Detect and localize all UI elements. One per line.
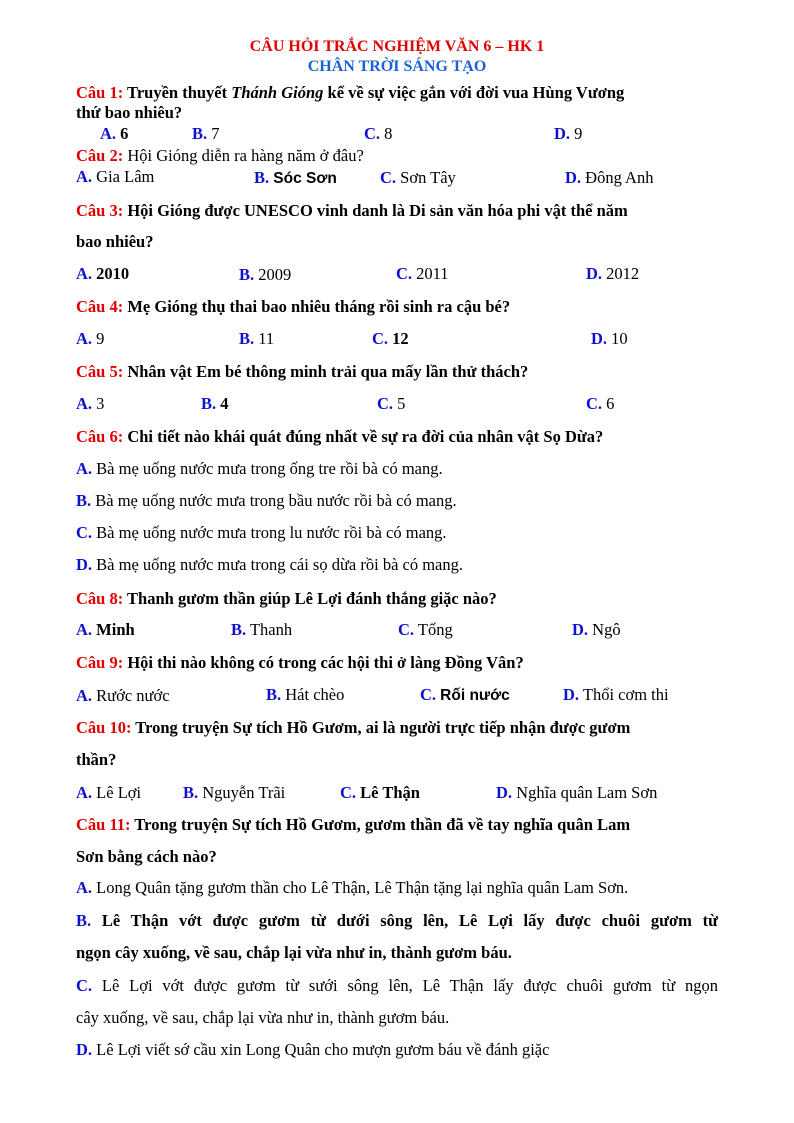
q11-option-c[interactable]: C. Lê Lợi vớt được gươm từ sưới sông lên, Lê Thận lấy được chuôi gươm từ ngọn (76, 976, 718, 995)
q4-option-b[interactable]: B. 11 (239, 329, 275, 348)
question-number: Câu 10: (76, 718, 132, 737)
q4-option-a[interactable]: A. 9 (76, 329, 105, 348)
question-11-line2: Sơn bằng cách nào? (76, 847, 217, 866)
q2-option-c[interactable]: C. Sơn Tây (380, 168, 456, 187)
q3-option-b[interactable]: B. 2009 (239, 265, 292, 284)
question-text: Mẹ Gióng thụ thai bao nhiêu tháng rồi sinh ra cậu bé? (127, 297, 511, 316)
q5-option-d[interactable]: C. 6 (586, 394, 615, 413)
q9-option-d[interactable]: D. Thổi cơm thi (563, 685, 669, 704)
question-text: Hội Gióng diễn ra hàng năm ở đâu? (127, 146, 364, 165)
question-text: Thanh gươm thần giúp Lê Lợi đánh thắng giặc nào? (127, 589, 497, 608)
q8-option-b[interactable]: B. Thanh (231, 620, 293, 639)
q2-option-d[interactable]: D. Đông Anh (565, 168, 654, 187)
question-text: Truyền thuyết (127, 83, 228, 102)
q1-option-d[interactable]: D. 9 (554, 124, 583, 143)
q9-option-a[interactable]: A. Rước nước (76, 686, 170, 705)
question-1 (76, 83, 624, 103)
question-4 (76, 297, 510, 317)
question-number: Câu 9: (76, 653, 124, 672)
question-text: Trong truyện Sự tích Hồ Gươm, gươm thần đã về tay nghĩa quân Lam (134, 815, 631, 834)
question-text: kể về sự việc gắn với đời vua Hùng Vương (327, 83, 625, 102)
question-text: Hội thi nào không có trong các hội thi ở làng Đồng Vân? (127, 653, 524, 672)
q8-option-c[interactable]: C. Tống (398, 620, 453, 639)
question-10-line2: thần? (76, 750, 117, 769)
q11-option-c-line2: cây xuống, về sau, chắp lại vừa như in, thành gươm báu. (76, 1008, 450, 1027)
q6-option-c[interactable]: C. Bà mẹ uống nước mưa trong lu nước rồi bà có mang. (76, 523, 447, 542)
q1-option-b[interactable]: B. 7 (192, 124, 220, 143)
q10-option-d[interactable]: D. Nghĩa quân Lam Sơn (496, 783, 658, 802)
question-number: Câu 4: (76, 297, 124, 316)
q11-option-b[interactable]: B. Lê Thận vớt được gươm từ dưới sông lên, Lê Lợi lấy được chuôi gươm từ (76, 911, 718, 930)
q2-option-b[interactable]: B. Sóc Sơn (254, 168, 337, 187)
q11-option-a[interactable]: A. Long Quân tặng gươm thần cho Lê Thận, Lê Thận tặng lại nghĩa quân Lam Sơn. (76, 878, 629, 897)
q5-option-a[interactable]: A. 3 (76, 394, 105, 413)
q8-option-a[interactable]: A. Minh (76, 620, 135, 639)
q6-option-d[interactable]: D. Bà mẹ uống nước mưa trong cái sọ dừa rồi bà có mang. (76, 555, 464, 574)
question-3-line2: bao nhiêu? (76, 232, 154, 251)
question-5 (76, 362, 528, 382)
question-text: Chi tiết nào khái quát đúng nhất về sự ra đời của nhân vật Sọ Dừa? (127, 427, 604, 446)
q8-option-d[interactable]: D. Ngô (572, 620, 621, 639)
q3-option-c[interactable]: C. 2011 (396, 264, 449, 283)
question-text-italic: Thánh Gióng (231, 83, 324, 102)
q3-option-d[interactable]: D. 2012 (586, 264, 640, 283)
question-number: Câu 11: (76, 815, 131, 834)
question-6 (76, 427, 603, 447)
q5-option-c[interactable]: C. 5 (377, 394, 406, 413)
q11-option-d[interactable]: D. Lê Lợi viết sớ cầu xin Long Quân cho mượn gươm báu về đánh giặc (76, 1040, 550, 1059)
q1-option-a[interactable]: A. 6 (100, 124, 129, 143)
q11-option-b-line2: ngọn cây xuống, về sau, chắp lại vừa như in, thành gươm báu. (76, 943, 512, 962)
question-text: Nhân vật Em bé thông minh trải qua mấy lần thử thách? (127, 362, 529, 381)
q10-option-c[interactable]: C. Lê Thận (340, 783, 420, 802)
q6-option-b[interactable]: B. Bà mẹ uống nước mưa trong bầu nước rồi bà có mang. (76, 491, 457, 510)
q10-option-a[interactable]: A. Lê Lợi (76, 783, 142, 802)
question-11 (76, 815, 630, 835)
q5-option-b[interactable]: B. 4 (201, 394, 229, 413)
question-number: Câu 6: (76, 427, 124, 446)
question-text: Hội Gióng được UNESCO vinh danh là Di sản văn hóa phi vật thể năm (127, 201, 628, 220)
document-title: CÂU HỎI TRẮC NGHIỆM VĂN 6 – HK 1 (249, 38, 545, 55)
question-10 (76, 718, 630, 738)
question-2 (76, 146, 364, 166)
question-number: Câu 3: (76, 201, 124, 220)
q1-option-c[interactable]: C. 8 (364, 124, 393, 143)
q4-option-c[interactable]: C. 12 (372, 329, 409, 348)
q6-option-a[interactable]: A. Bà mẹ uống nước mưa trong ống tre rồi bà có mang. (76, 459, 443, 478)
question-number: Câu 1: (76, 83, 124, 102)
q3-option-a[interactable]: A. 2010 (76, 264, 130, 283)
q9-option-c[interactable]: C. Rối nước (420, 685, 510, 704)
question-3 (76, 201, 628, 221)
q9-option-b[interactable]: B. Hát chèo (266, 685, 345, 704)
document-subtitle: CHÂN TRỜI SÁNG TẠO (307, 58, 487, 75)
question-9 (76, 653, 524, 673)
question-number: Câu 2: (76, 146, 124, 165)
question-number: Câu 5: (76, 362, 124, 381)
q2-option-a[interactable]: A. Gia Lâm (76, 167, 155, 186)
question-1-line2: thứ bao nhiêu? (76, 103, 183, 122)
question-text: Trong truyện Sự tích Hồ Gươm, ai là người trực tiếp nhận được gươm (135, 718, 631, 737)
question-number: Câu 8: (76, 589, 124, 608)
question-8 (76, 589, 497, 609)
q10-option-b[interactable]: B. Nguyễn Trãi (183, 783, 286, 802)
q4-option-d[interactable]: D. 10 (591, 329, 628, 348)
